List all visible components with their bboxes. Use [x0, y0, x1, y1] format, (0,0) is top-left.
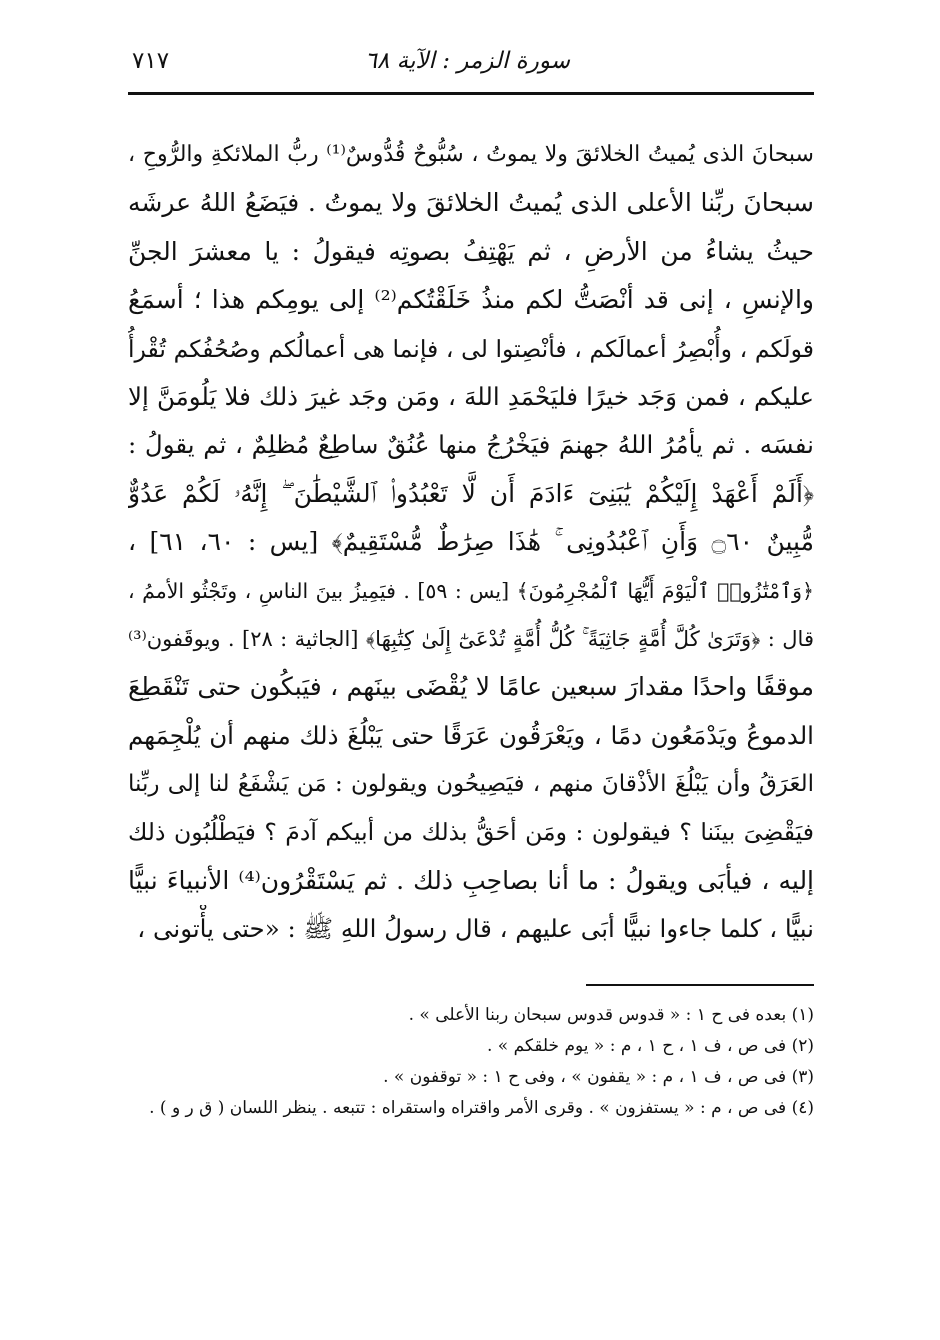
text-line: إليه ، فيأبَى ويقولُ : ما أنا بصاحِبِ ذلك . ثم يَسْتَقْرُون⁽⁴⁾ الأنبياءَ نبيًّا — [128, 865, 814, 895]
text-line: العَرَقُ وأن يَبْلُغَ الأذْقانَ منهم ، فيَصِيحُون ويقولون : مَن يَشْفَعُ لنا إلى ربِّنا — [128, 771, 814, 798]
footnote-4: (٤) فى ص ، م : « يستفزون » . وقرى الأمر واقتراه واستقراه : تتبعه . ينظر اللسان ( ق ر و ) . — [149, 1097, 814, 1118]
quran-verse-line: ﴿وَٱمْتَٰزُوا۟ ٱلْيَوْمَ أَيُّهَا ٱلْمُجْرِمُونَ﴾ [يس : ٥٩] . فيَمِيزُ بينَ الناسِ ، وتَجْثُو الأممُ ، — [128, 578, 814, 603]
main-text — [128, 131, 814, 954]
text-line: قولَكم ، وأُبْصِرُ أعمالَكم ، فأنْصِتوا لى ، فإنما هى أعمالُكم وصُحُفُكم تُقْرأُ — [128, 334, 814, 363]
text-line: سبحانَ الذى يُميتُ الخلائقَ ولا يموتُ ، سُبُّوحٌ قُدُّوسٌ⁽¹⁾ ربُّ الملائكةِ والرُّوحِ ، — [128, 142, 814, 167]
footnote-3: (٣) فى ص ، ف ١ ، م : « يقفون » ، وفى ح ١ : « توقفون » . — [383, 1066, 814, 1087]
quran-verse-line: قال : ﴿وَتَرَىٰ كُلَّ أُمَّةٍ جَاثِيَةً ۚ كُلُّ أُمَّةٍ تُدْعَىٰٓ إِلَىٰ كِتَٰبِهَا﴾ [الجاثية : ٢٨] . ويوقَفون⁽³⁾ — [128, 626, 814, 651]
text-line: والإنسِ ، إنى قد أنْصَتُّ لكم منذُ خَلَقْتُكم⁽²⁾ إلى يومِكم هذا ؛ أسمَعُ — [128, 285, 814, 315]
text-line: موقفًا واحدًا مقدارَ سبعين عامًا لا يُقْضَى بينَهم ، فيَبكُون حتى تَنْقَطِعَ — [128, 672, 814, 702]
text-line: نفسَه . ثم يأمُرُ اللهُ جهنمَ فيَخْرُجُ منها عُنُقٌ ساطِعٌ مُظلِمٌ ، ثم يقولُ : — [128, 430, 814, 460]
text-line: فيَقْضِىَ بينَنا ؟ فيقولون : ومَن أحَقُّ بذلك من أبيكم آدمَ ؟ فيَطْلُبُون ذلك — [128, 818, 814, 847]
quran-verse-line: مُّبِينٌ ۝٦٠ وَأَنِ ٱعْبُدُونِى ۚ هَٰذَا صِرَٰطٌ مُّسْتَقِيمٌ﴾ [يس : ٦٠، ٦١] ، — [128, 527, 814, 557]
footnote-divider — [586, 984, 814, 986]
footnotes — [128, 1000, 814, 1124]
book-page — [128, 40, 814, 1300]
quran-verse-line: ﴿أَلَمْ أَعْهَدْ إِلَيْكُمْ يَٰبَنِىٓ ءَادَمَ أَن لَّا تَعْبُدُوا۟ ٱلشَّيْطَٰنَ ۖ إِنَّهُۥ لَكُمْ عَدُوٌّ — [128, 478, 814, 508]
page-number: ٧١٧ — [132, 48, 170, 74]
text-line: سبحانَ ربِّنا الأعلى الذى يُميتُ الخلائقَ ولا يموتُ . فيَضَعُ اللهُ عرشَه — [128, 188, 814, 218]
running-title: سورة الزمر : الآية ٦٨ — [364, 48, 570, 74]
footnote-1: (١) بعده فى ح ١ : « قدوس قدوس سبحان ربنا الأعلى » . — [408, 1004, 814, 1025]
text-line: الدموعُ ويَدْمَعُون دمًا ، ويَعْرَقُون عَرَقًا حتى يَبْلُغَ ذلك منهم أن يُلْجِمَهم — [128, 720, 814, 750]
text-line: حيثُ يشاءُ من الأرضِ ، ثم يَهْتِفُ بصوتِه فيقولُ : يا معشرَ الجنِّ — [128, 236, 814, 266]
text-line: عليكم ، فمن وَجَد خيرًا فليَحْمَدِ اللهَ ، ومَن وجَد غيرَ ذلك فلا يَلُومَنَّ إلا — [128, 381, 814, 411]
page-header — [128, 40, 814, 95]
text-line: نبيًّا ، كلما جاءوا نبيًّا أبَى عليهم ، قال رسولُ اللهِ ﷺ : «حتى يأْتونى ، — [137, 914, 814, 944]
footnote-2: (٢) فى ص ، ف ١ ، ح ١ ، م : « يوم خلقكم » . — [487, 1035, 814, 1056]
